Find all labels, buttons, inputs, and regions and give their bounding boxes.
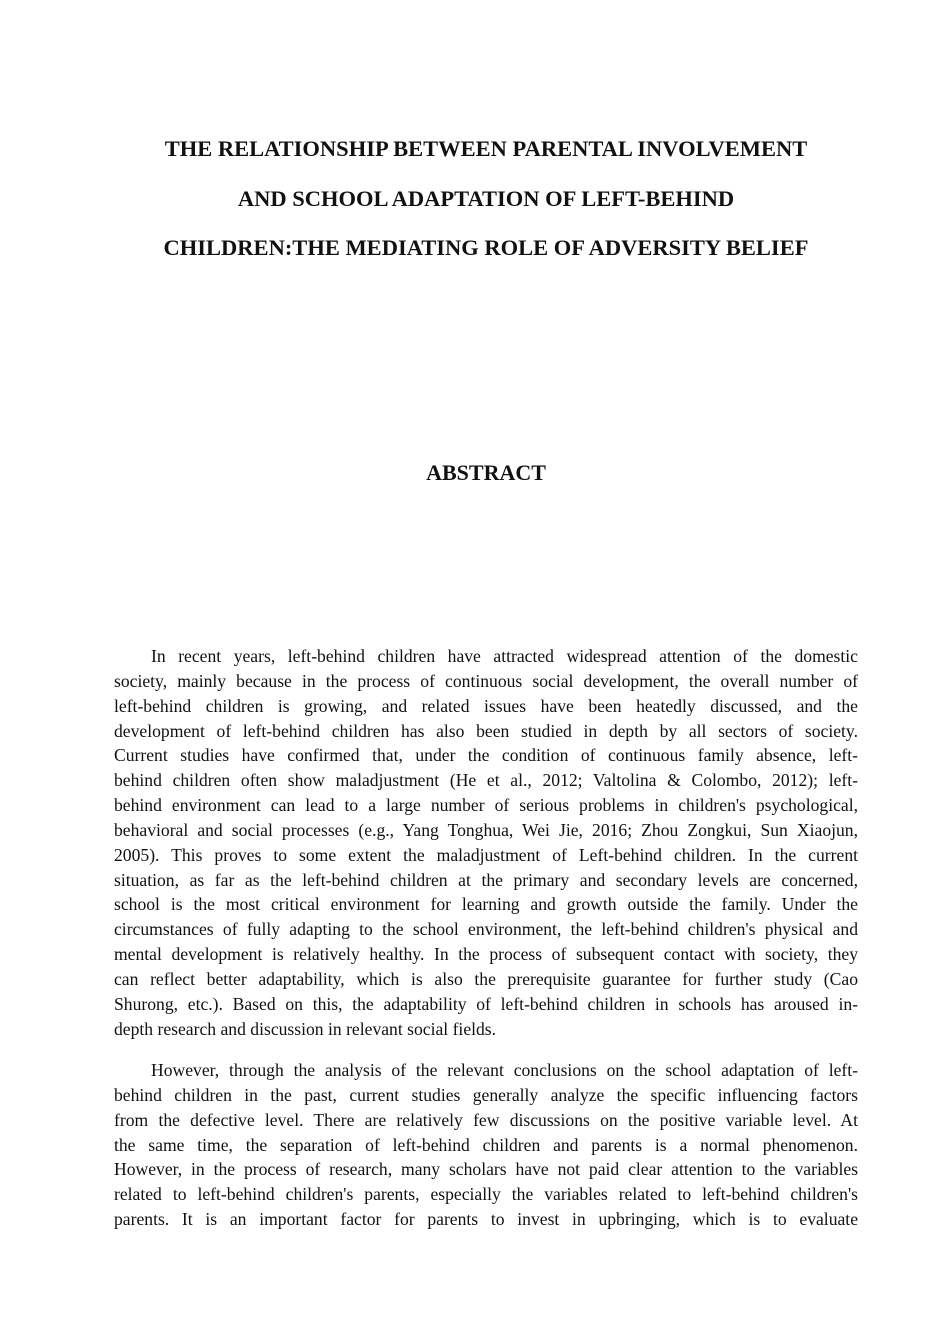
text-line: depth research and discussion in relevant social fields.	[114, 1018, 497, 1039]
text-line: society, mainly because in the process of continuous social development, the overall number of	[114, 670, 858, 691]
text-line: Shurong, etc.). Based on this, the adaptability of left-behind children in schools has aroused in-	[114, 993, 858, 1014]
text-line: circumstances of fully adapting to the school environment, the left-behind children's physical and	[114, 919, 858, 940]
title-line: CHILDREN:THE MEDIATING ROLE OF ADVERSITY BELIEF	[163, 235, 809, 260]
abstract-paragraph-1	[114, 644, 858, 1042]
abstract-heading: ABSTRACT	[426, 460, 546, 485]
text-line: behind environment can lead to a large number of serious problems in children's psychological,	[114, 795, 858, 816]
abstract-paragraph-2	[114, 1058, 858, 1232]
text-line: left-behind children is growing, and related issues have been heatedly discussed, and the	[114, 695, 858, 716]
text-line: However, in the process of research, many scholars have not paid clear attention to the variables	[114, 1159, 858, 1180]
text-line: situation, as far as the left-behind children at the primary and secondary levels are concerned,	[114, 869, 858, 890]
paper-title	[0, 134, 950, 283]
text-line: from the defective level. There are relatively few discussions on the positive variable level. At	[114, 1109, 858, 1130]
text-line: parents. It is an important factor for parents to invest in upbringing, which is to evaluate	[114, 1209, 858, 1230]
title-line: THE RELATIONSHIP BETWEEN PARENTAL INVOLVEMENT	[164, 136, 808, 161]
text-line: In recent years, left-behind children have attracted widespread attention of the domestic	[151, 646, 858, 666]
text-line: school is the most critical environment for learning and growth outside the family. Under the	[114, 894, 858, 915]
title-line: AND SCHOOL ADAPTATION OF LEFT-BEHIND	[237, 185, 735, 211]
text-line: the same time, the separation of left-behind children and parents is a normal phenomenon.	[114, 1134, 858, 1155]
text-line: can reflect better adaptability, which is also the prerequisite guarantee for further study (Cao	[114, 968, 858, 989]
text-line: 2005). This proves to some extent the maladjustment of Left-behind children. In the current	[114, 844, 858, 865]
text-line: related to left-behind children's parents, especially the variables related to left-behind children's	[114, 1184, 858, 1205]
text-line: behavioral and social processes (e.g., Yang Tonghua, Wei Jie, 2016; Zhou Zongkui, Sun Xiaojun,	[114, 819, 858, 840]
text-line: behind children often show maladjustment (He et al., 2012; Valtolina & Colombo, 2012); left-	[114, 770, 858, 791]
text-line: behind children in the past, current studies generally analyze the specific influencing factors	[114, 1084, 858, 1105]
text-line: However, through the analysis of the relevant conclusions on the school adaptation of left-	[151, 1060, 858, 1080]
text-line: Current studies have confirmed that, under the condition of continuous family absence, left-	[114, 745, 858, 766]
text-line: mental development is relatively healthy. In the process of subsequent contact with society, they	[114, 944, 858, 965]
text-line: development of left-behind children has also been studied in depth by all sectors of society.	[114, 720, 858, 741]
